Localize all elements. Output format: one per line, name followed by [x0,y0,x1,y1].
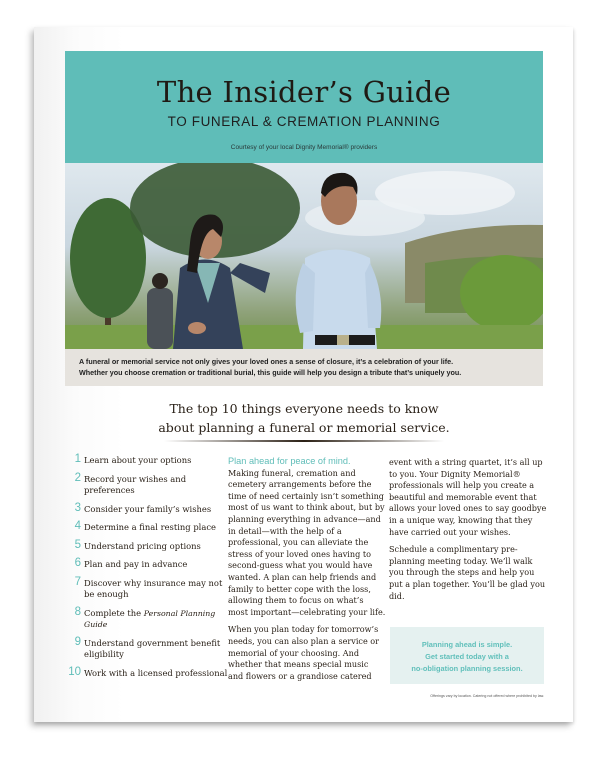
list-item [68,522,228,534]
list-text: Determine a final resting place [84,522,216,532]
list-number: 1 [74,453,81,465]
list-text: Understand pricing options [84,540,201,551]
list-item [68,559,228,571]
cta-line-1: Planning ahead is simple. [421,640,513,649]
body-lead: Plan ahead for peace of mind. [228,456,351,466]
body-paragraph-3: Schedule a complimentary pre-planning meeting today. We’ll walk you through the steps and help you put a plan together. You’ll be glad you did. [389,544,546,601]
list-number: 5 [74,538,81,551]
list-item [68,471,228,497]
list-item [68,635,228,661]
list-number: 3 [74,501,81,514]
list-item [68,575,228,601]
list-number: 4 [74,520,81,532]
list-number: 6 [74,557,81,569]
hero-photo [65,163,543,349]
title-banner [65,51,543,163]
list-text-italic: Personal Planning Guide [84,608,216,629]
body-paragraph-2-part-1: When you plan today for tomorrow’s needs, you can also plan a service or memorial of your choosing. And whether that means special music and flowers or a grandiose catered [228,624,380,681]
list-text: Plan and pay in advance [84,559,188,569]
caption-line-1: A funeral or memorial service not only gives your loved ones a sense of closure, it’s a celebration of your life. [79,357,454,366]
disclaimer: Offerings vary by location. Catering not offered where prohibited by law. [430,694,544,698]
cta-line-2: Get started today with a [425,652,509,661]
divider-rule [164,440,444,442]
list-item [68,665,228,680]
list-text: Understand government benefit eligibility [84,637,221,659]
list-number: 2 [74,471,81,484]
list-item [68,455,228,467]
brochure-page [34,27,573,722]
hero-photo-illustration [65,163,543,349]
list-text: Work with a licensed professional [84,667,228,678]
courtesy-line: Courtesy of your local Dignity Memorial® providers [230,144,378,151]
list-text: Complete the [84,607,144,618]
list-item [68,605,228,631]
list-item [68,501,228,516]
body-paragraph-1: Making funeral, cremation and cemetery arrangements before the time of need certainly isn’t something most of us want to think about, but by planning everything in advance—and in detail—with the help of a professional, you can alleviate the stress of your loved ones having to second-guess what you would have wanted. A plan can help friends and family to better cope with the loss, allowing them to focus on what’s most important—celebrating your life. [228,467,386,617]
cta-box [390,627,544,684]
headline-line-1: The top 10 things everyone needs to know [169,401,439,416]
list-number: 9 [74,635,81,648]
list-text: Record your wishes and preferences [84,473,187,495]
page-subtitle: TO FUNERAL & CREMATION PLANNING [167,114,441,129]
body-column-2 [228,456,386,688]
intro-caption [65,349,543,386]
body-paragraph-2-part-2: event with a string quartet, it’s all up to you. Your Dignity Memorial® professionals will help you create a beautiful and memorable event that allows your loved ones to say goodbye in a unique way, knowing that they have carried out your wishes. [389,457,547,537]
headline-line-2: about planning a funeral or memorial service. [158,420,450,435]
list-text: Learn about your options [84,455,192,465]
list-number: 8 [74,605,81,618]
list-text: Discover why insurance may not be enough [84,577,223,599]
page-title: The Insider’s Guide [156,75,452,109]
cta-line-3: no-obligation planning session. [411,664,523,673]
list-number: 7 [74,575,81,588]
body-column-3 [389,457,547,608]
top-ten-list [68,455,228,686]
list-number: 10 [68,665,81,678]
section-headline [65,399,543,437]
list-item [68,538,228,553]
caption-line-2: Whether you choose cremation or traditional burial, this guide will help you design a tribute that’s uniquely you. [79,368,462,377]
list-text: Consider your family’s wishes [84,503,212,514]
